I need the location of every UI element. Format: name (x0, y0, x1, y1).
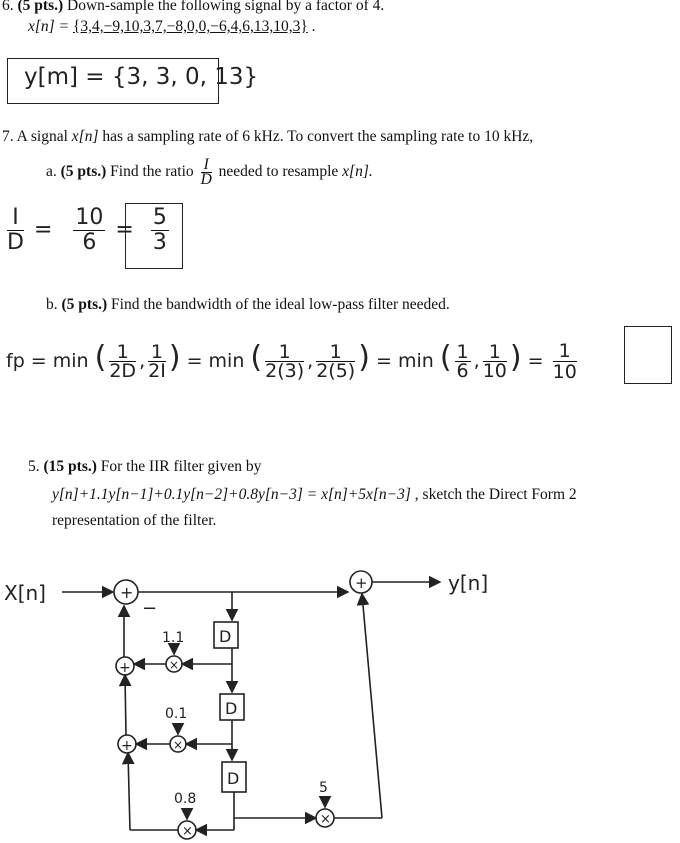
q7a-answer-box (125, 203, 183, 269)
q6-signal-lhs: x[n] = (28, 18, 70, 35)
q5-text2: , sketch the Direct Form 2 (414, 486, 577, 503)
adder-main-plus: + (120, 583, 134, 602)
adder-3-plus: + (121, 738, 133, 754)
q7b-prompt (46, 296, 450, 314)
q7-text-b: has a sampling rate of 6 kHz. To convert the sampling rate to 10 kHz, (102, 128, 534, 145)
q7b-text: Find the bandwidth of the ideal low-pass filter needed. (111, 296, 450, 313)
delay-2: D (225, 699, 238, 718)
q7a-text: Find the ratio (110, 163, 194, 181)
q6-answer: y[m] = {3, 3, 0, 13} (24, 64, 259, 90)
q5-text: For the IIR filter given by (100, 458, 262, 475)
q7a-ratio-fraction: $\frac{I}{D}$ (200, 156, 212, 188)
delay-1: D (219, 627, 232, 646)
adder-2-plus: + (119, 660, 131, 676)
q7a-points: (5 pts.) (60, 163, 107, 181)
q5-equation: y[n]+1.1y[n−1]+0.1y[n−2]+0.8y[n−3] = x[n]+5x[n−3] (52, 486, 411, 503)
diagram-output-label: y[n] (448, 571, 489, 595)
coef-b3-label: 5 (319, 780, 328, 796)
q7a-text2: needed to resample (218, 163, 339, 181)
coef-1-label: 1.1 (162, 630, 185, 646)
q7a-label: a. (46, 163, 57, 181)
q5-points: (15 pts.) (43, 458, 97, 475)
q7a-prompt (46, 158, 373, 187)
mult-b3: × (320, 812, 331, 827)
q6-signal (28, 18, 316, 36)
q6-prompt (2, 0, 384, 15)
mult-1: × (169, 658, 180, 672)
q7b-label: b. (46, 296, 58, 313)
mult-2: × (173, 738, 184, 752)
q5-number: 5. (28, 458, 40, 475)
diagram-minus: − (142, 598, 158, 619)
q5-prompt (28, 458, 261, 476)
q6-number: 6. (2, 0, 14, 14)
coef-2-label: 0.1 (165, 706, 188, 722)
q6-text: Down-sample the following signal by a factor of 4. (67, 0, 385, 14)
mult-3: × (182, 824, 193, 839)
q7b-points: (5 pts.) (61, 296, 108, 313)
q7-prompt (2, 128, 533, 146)
adder-output-plus: + (355, 574, 368, 592)
q5-equation-line (52, 486, 577, 504)
q7-number: 7. (2, 128, 14, 145)
q6-points: (5 pts.) (17, 0, 64, 14)
q7-signal: x[n] (71, 128, 99, 145)
q7b-answer: fp = min ( $\frac{1}{2D}$ , $\frac{1}{2I}$ ) = min ( $\frac{1}{2(3)}$ , $\frac{1}{2(5)}$ ) = min ( $\frac{1}{6}$ , $\frac{1}{10}$ ) = $\frac{1}{10}$ (6, 340, 577, 383)
q6-signal-values: {3,4,−9,10,3,7,−8,0,0,−6,4,6,13,10,3} (72, 18, 308, 35)
q7a-answer: $\frac{I}{D}$ = $\frac{10}{6}$ = $\frac{5}{3}$ (7, 205, 167, 255)
q5-text3: representation of the filter. (52, 512, 217, 529)
q6-signal-end: . (311, 18, 316, 35)
diagram-input-label: X[n] (4, 581, 46, 605)
coef-3-label: 0.8 (174, 791, 197, 807)
direct-form-2-diagram (0, 548, 680, 843)
q7b-answer-box (624, 326, 672, 384)
q7-text-a: A signal (16, 128, 68, 145)
delay-3: D (227, 769, 240, 788)
q7a-signal: x[n]. (342, 163, 373, 181)
